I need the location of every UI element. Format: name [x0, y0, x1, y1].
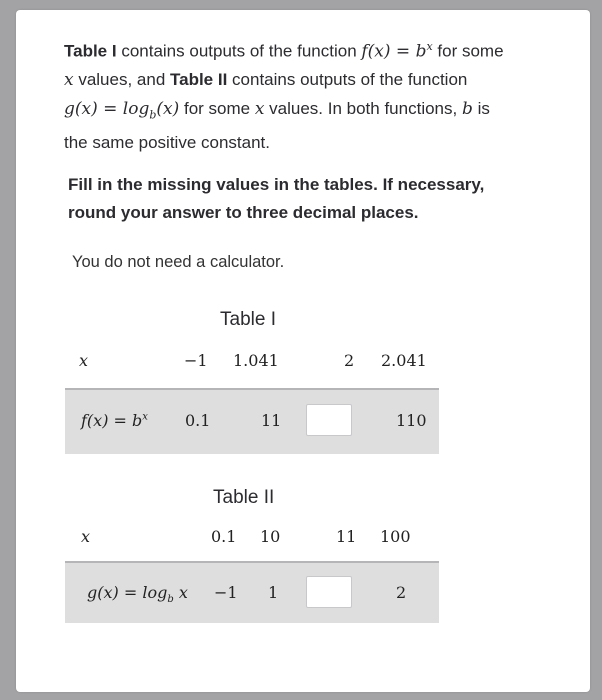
table2-ref: Table II	[170, 70, 228, 90]
table2-answer-input[interactable]	[306, 576, 352, 608]
table1-f-value: 11	[261, 411, 282, 430]
calculator-note: You do not need a calculator.	[72, 253, 285, 271]
table2-x-label: x	[81, 527, 91, 546]
table2-g-value: 2	[396, 583, 407, 602]
table1-x-value: 1.041	[233, 351, 279, 370]
table2-x-value: 0.1	[211, 527, 237, 546]
table2-x-value: 11	[336, 527, 357, 546]
table2-g-label: $g(x) = \log_b x$	[87, 583, 188, 606]
instruction-text: Fill in the missing values in the tables. If necessary, round your answer to three decimal places.	[68, 175, 485, 222]
table2-x-value: 10	[260, 527, 281, 546]
table1-x-value: 2.041	[381, 351, 427, 370]
table1-f-value: 0.1	[185, 411, 211, 430]
question-card	[16, 10, 590, 692]
table1-answer-input[interactable]	[306, 404, 352, 436]
table2-g-row	[65, 561, 439, 623]
table1-f-value: 110	[396, 411, 427, 430]
table1-x-value: 2	[344, 351, 355, 370]
table1-title: Table I	[220, 309, 276, 330]
table1-f-row	[65, 388, 439, 454]
table2-title: Table II	[213, 487, 275, 508]
intro-paragraph: Table I contains outputs of the function $f(x) = b^x$ for some x values, and Table II contains outputs of the function $g(x) = \log_b(x)$ for some x values. In both functions, b is the same positive constant.	[64, 40, 504, 152]
table2-g-value: −1	[214, 583, 238, 602]
table1-f-label: $f(x) = b^x$	[81, 411, 148, 430]
table2-g-value: 1	[268, 583, 279, 602]
table1-x-label: x	[79, 351, 89, 370]
table1-ref: Table I	[64, 41, 117, 61]
table1-x-value: −1	[184, 351, 208, 370]
table2-x-value: 100	[380, 527, 411, 546]
